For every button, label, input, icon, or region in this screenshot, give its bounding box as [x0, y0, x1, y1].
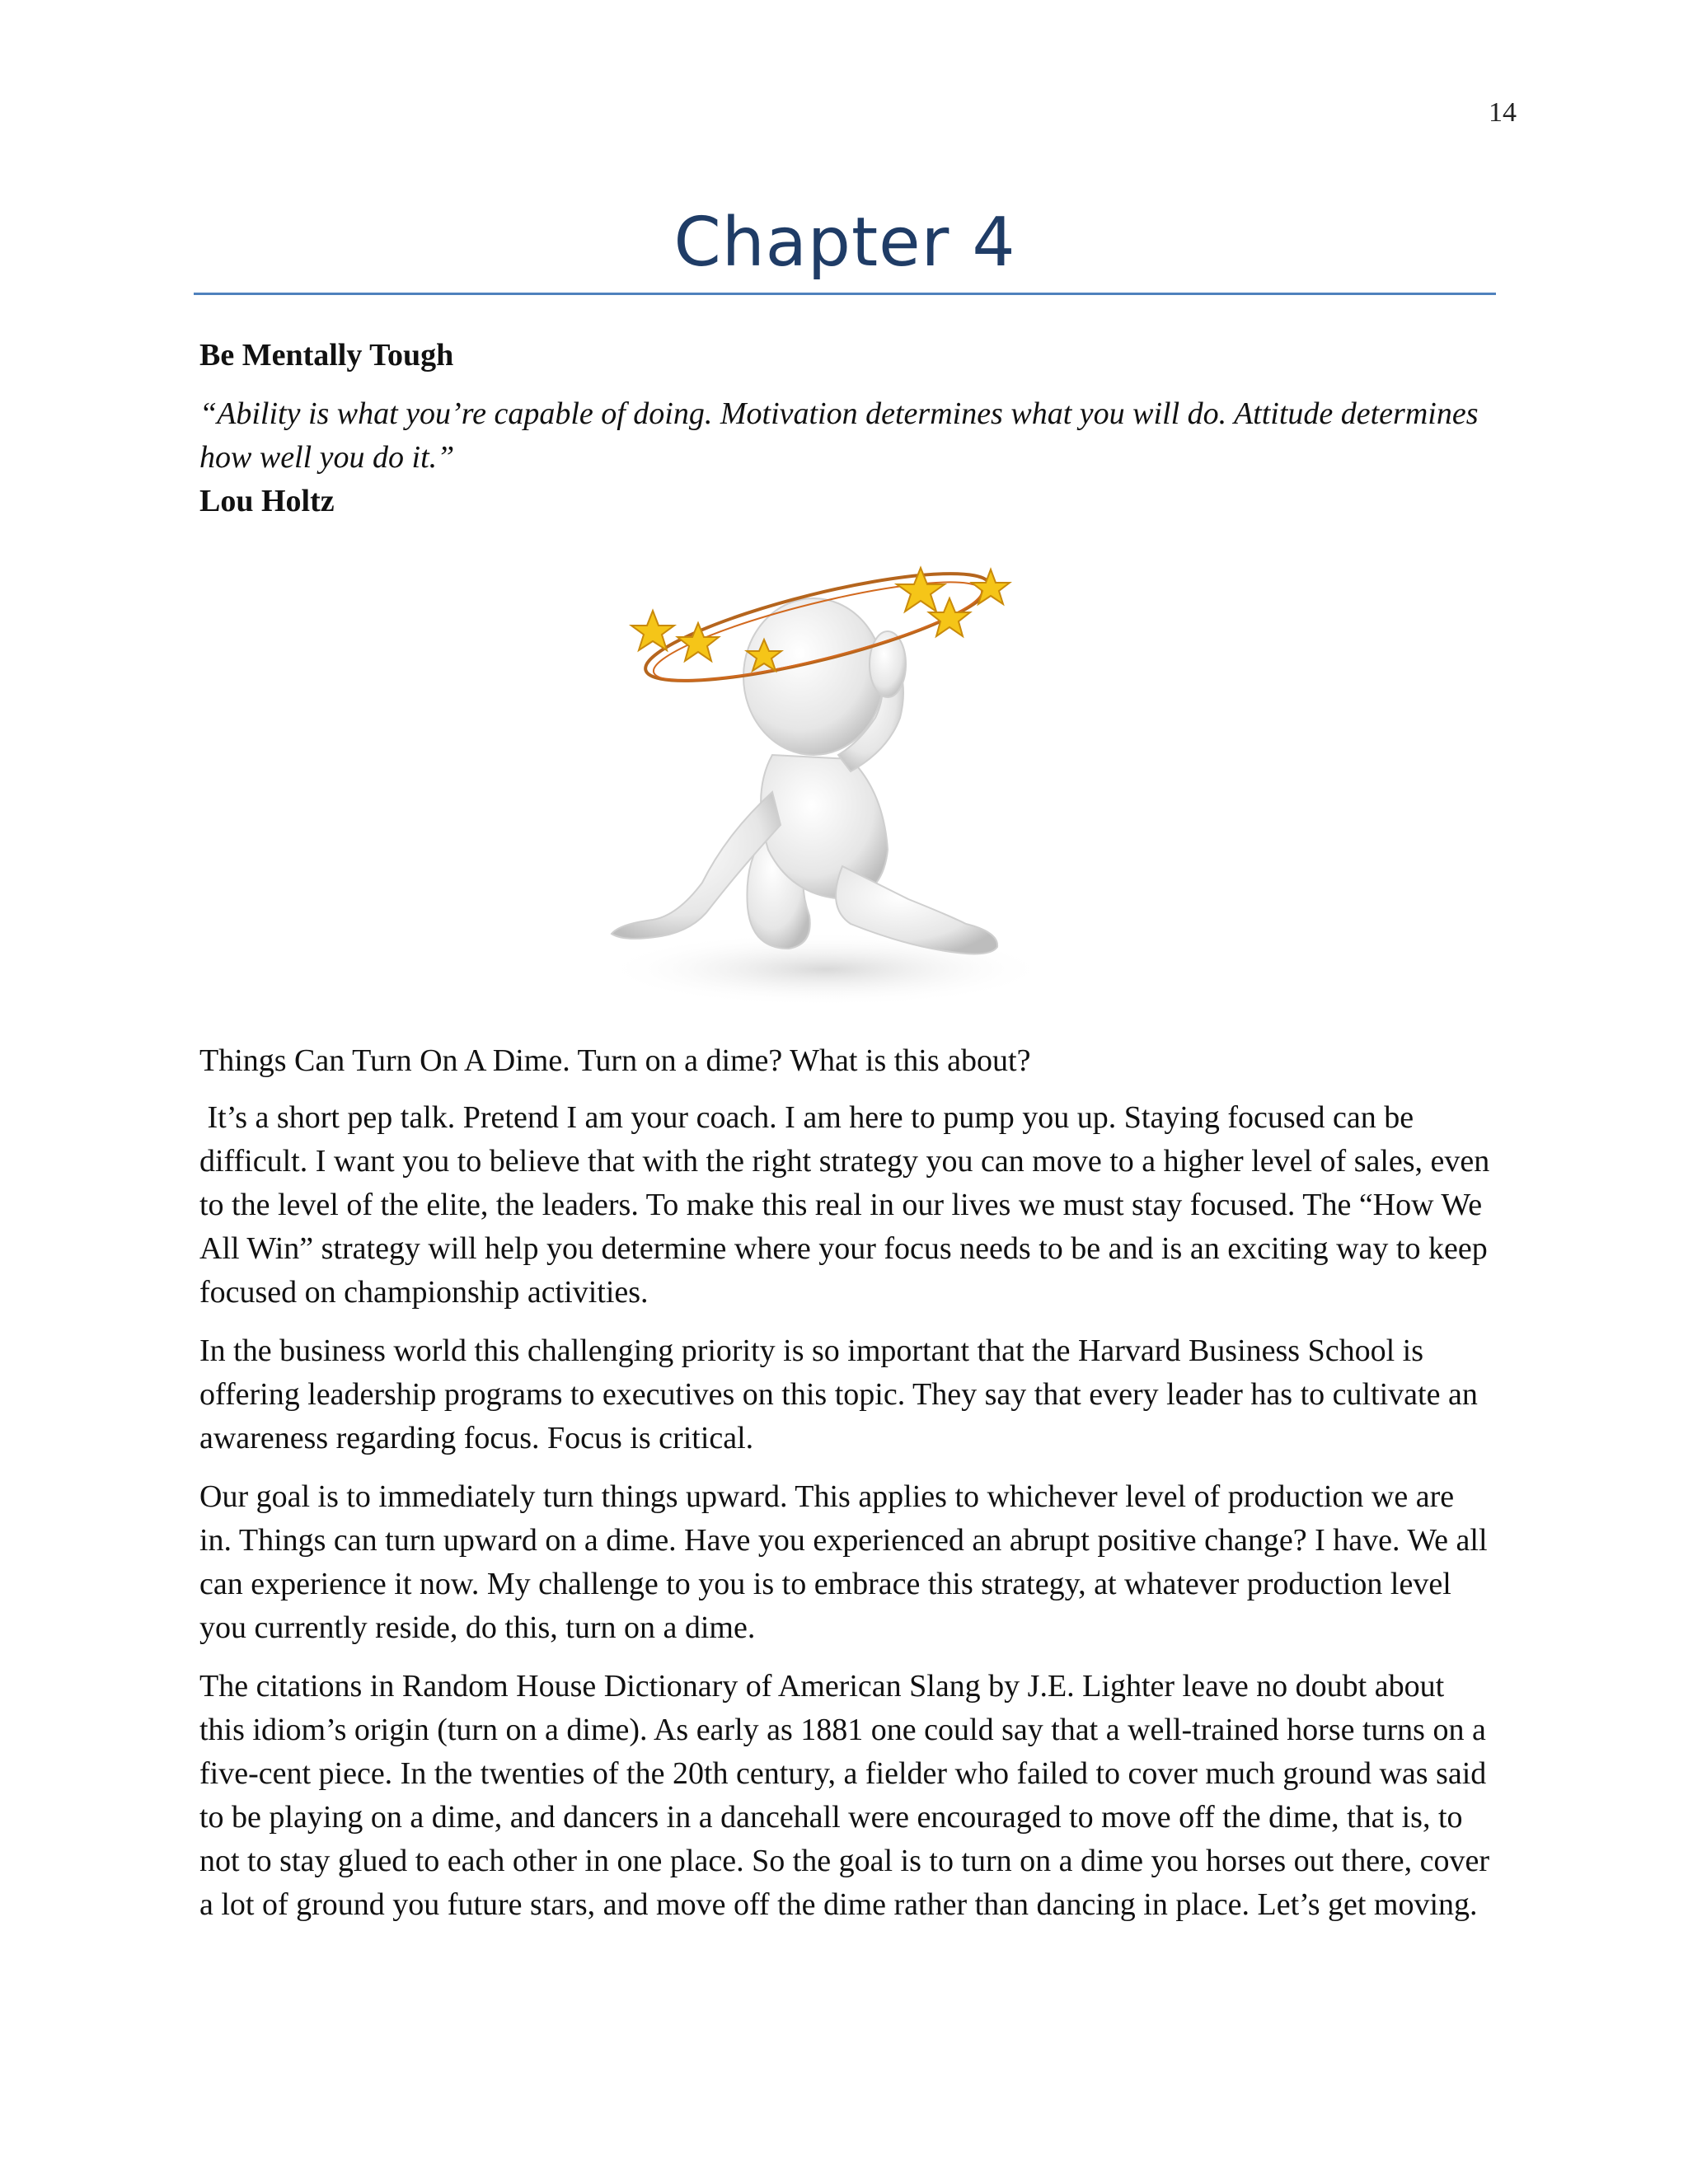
chapter-title: Chapter 4	[673, 204, 1016, 282]
section-heading: Be Mentally Tough	[199, 338, 454, 373]
dizzy-stick-figure-icon	[603, 553, 1065, 1031]
intro-paragraph: Things Can Turn On A Dime. Turn on a dime? What is this about?	[199, 1043, 1031, 1078]
page-number: 14	[1489, 97, 1517, 128]
dizzy-figure-illustration	[199, 553, 1493, 1031]
page-content	[199, 334, 1498, 1942]
title-divider	[194, 293, 1496, 295]
quote-author: Lou Holtz	[199, 484, 335, 518]
quote-text: “Ability is what you’re capable of doing. Motivation determines what you will do. Attitude determines how well you do it.”	[199, 396, 1479, 475]
body-paragraph: The citations in Random House Dictionary of American Slang by J.E. Lighter leave no doubt about this idiom’s origin (turn on a dime). As early as 1881 one could say that a well-trained horse turns on a five-cent piece. In the twenties of the 20th century, a fielder who failed to cover much ground was said to be playing on a dime, and dancers in a dancehall were encouraged to move off the dime, that is, to not to stay glued to each other in one place. So the goal is to turn on a dime you horses out there, cover a lot of ground you future stars, and move off the dime rather than dancing in place. Let’s get moving.	[199, 1669, 1489, 1922]
body-paragraph: Our goal is to immediately turn things upward. This applies to whichever level of production we are in. Things can turn upward on a dime. Have you experienced an abrupt positive change? I have. We all can experience it now. My challenge to you is to embrace this strategy, at whatever production level you currently reside, do this, turn on a dime.	[199, 1479, 1488, 1645]
body-paragraph: In the business world this challenging priority is so important that the Harvard Business School is offering leadership programs to executives on this topic. They say that every leader has to cultivate an awareness regarding focus. Focus is critical.	[199, 1333, 1478, 1455]
body-paragraph: It’s a short pep talk. Pretend I am your coach. I am here to pump you up. Staying focused can be difficult. I want you to believe that with the right strategy you can move to a higher level of sales, even to the level of the elite, the leaders. To make this real in our lives we must stay focused. The “How We All Win” strategy will help you determine where your focus needs to be and is an exciting way to keep focused on championship activities.	[199, 1100, 1498, 1310]
